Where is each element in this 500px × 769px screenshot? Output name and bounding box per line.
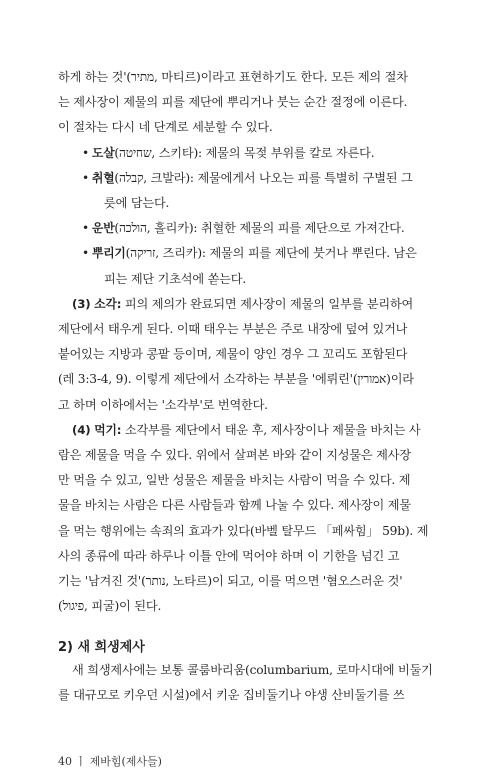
body-line: 만 먹을 수 있고, 일반 성물은 제물을 바치는 사람이 먹을 수 있다. 제 [58,473,411,488]
bullet-icon: • [82,246,89,261]
section-body-line: 새 희생제사에는 보통 콜룸바리움(columbarium, 로마시대에 비둘기 [72,663,433,678]
paragraph-eating: (4) 먹기: 소각부를 제단에서 태운 후, 제사장이나 제물을 바치는 사 [72,422,421,437]
bullet-item-collect-blood: • 취혈(קבלה, 크발라): 제물에게서 나오는 피를 특별히 구별된 그 [82,170,413,185]
body-line: (레 3:3-4, 9). 이렇게 제단에서 소각하는 부분을 '에뤼린'(אמורין)이라 [58,372,414,387]
section-title: 2) 새 희생제사 [58,640,145,656]
bullet-item-sprinkle: • 뿌리기(זריקה, 즈리카): 제물의 피를 제단에 붓거나 뿌린다. 남은 [82,246,417,261]
bullet-icon: • [82,170,89,185]
body-line: 람은 제물을 먹을 수 있다. 위에서 살펴본 바와 같이 지성물은 제사장 [58,448,411,462]
paragraph-lead: (4) 먹기: [72,422,122,437]
body-line: 물을 바치는 사람은 다른 사람들과 함께 나눌 수 있다. 제사장이 제물 [58,498,411,513]
body-line: 을 먹는 행위에는 속죄의 효과가 있다(바벨 탈무드 「페싸힘」 59b). 제 [58,523,429,538]
bullet-item-carry: • 운반(הולכה, 홀리카): 취혈한 제물의 피를 제단으로 가져간다. [82,221,405,236]
bullet-icon: • [82,221,89,236]
paragraph-burning: (3) 소각: 피의 제의가 완료되면 제사장이 제물의 일부를 분리하여 [72,296,414,311]
page-footer: 40 ㅣ 제바힘(제사들) [58,754,162,768]
body-line: 제단에서 태우게 된다. 이때 태우는 부분은 주로 내장에 덮여 있거나 [58,322,408,336]
body-line: (פיגול, 피굴)이 된다. [58,599,162,614]
body-line: 이 절차는 다시 네 단계로 세분할 수 있다. [58,120,273,135]
body-line: 붙어있는 지방과 콩팥 등이며, 제물이 양인 경우 그 꼬리도 포함된다 [58,347,408,362]
body-line: 하게 하는 것'(מתיר, 마티르)이라고 표현하기도 한다. 모든 제의 절차 [58,70,408,84]
bullet-item-slaughter: • 도살(שחיטה, 스키타): 제물의 목젖 부위를 칼로 자른다. [82,145,375,160]
paragraph-lead: (3) 소각: [72,296,122,311]
body-line: 기는 '남겨진 것'(נותר, 노타르)이 되고, 이를 먹으면 '혐오스러운 것' [58,574,403,588]
section-body-line: 를 대규모로 키우던 시설)에서 키운 집비둘기나 야생 산비둘기를 쓰 [58,688,405,703]
bullet-continuation: 릇에 담는다. [104,196,170,210]
bullet-icon: • [82,145,89,160]
body-line: 고 하며 이하에서는 '소각부'로 번역한다. [58,397,268,412]
body-line: 사의 종류에 따라 하루나 이틀 안에 먹어야 하며 이 기한을 넘긴 고 [58,548,400,563]
bullet-continuation: 피는 제단 기초석에 쏟는다. [104,271,247,286]
body-line: 는 제사장이 제물의 피를 제단에 뿌리거나 붓는 순간 절정에 이른다. [58,95,408,110]
